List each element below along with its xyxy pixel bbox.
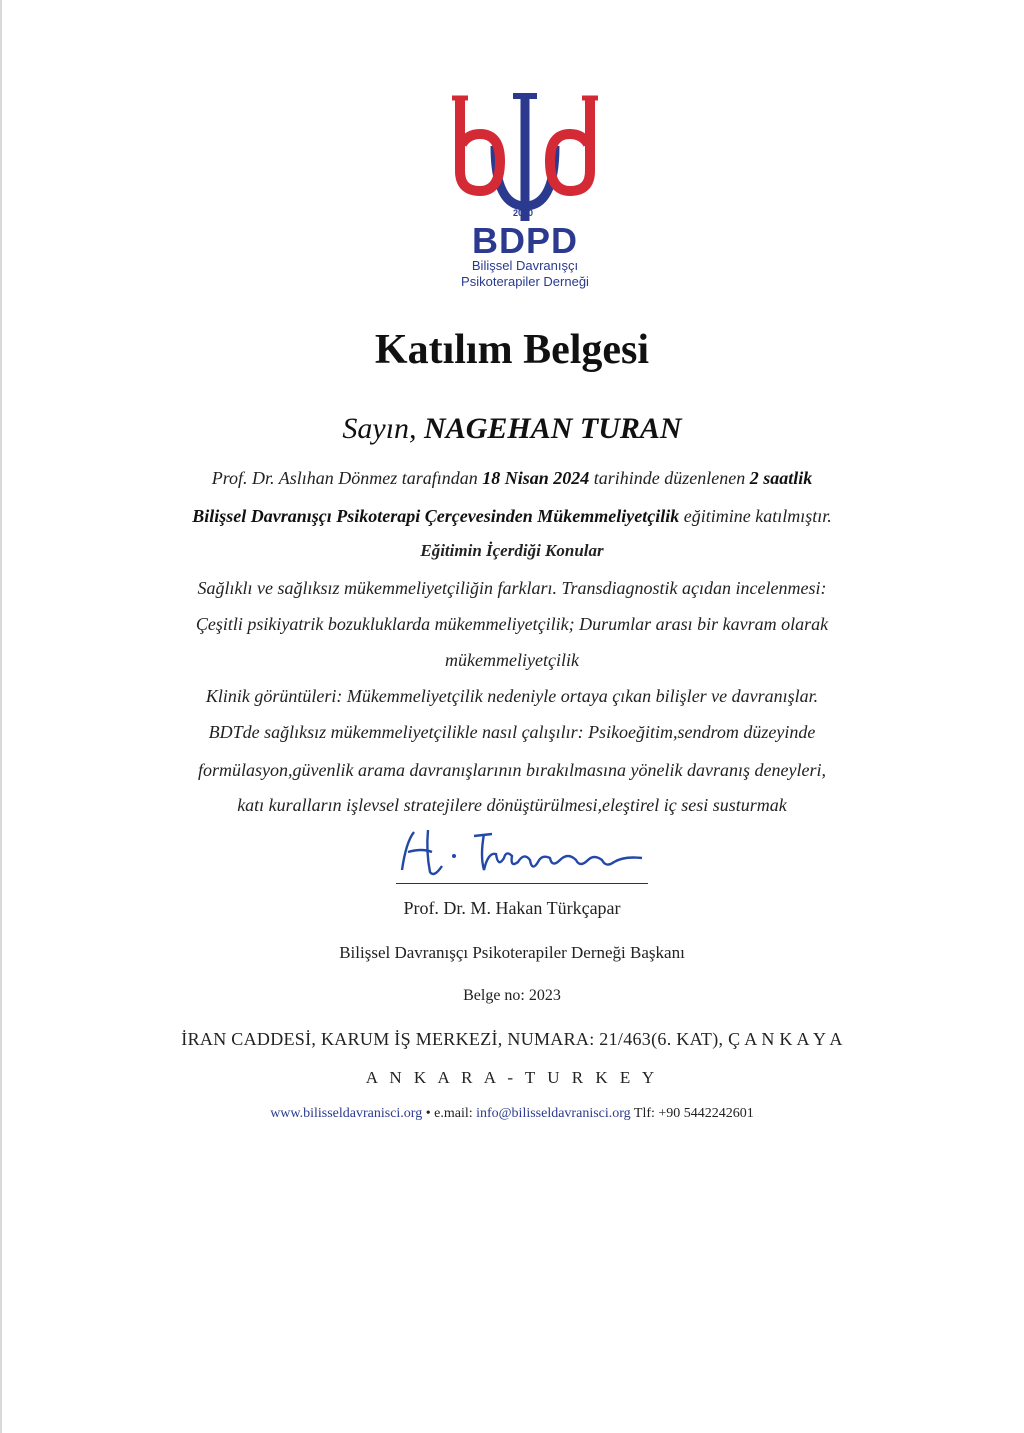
topic-line-1: Sağlıklı ve sağlıksız mükemmeliyetçiliğin farkları. Transdiagnostik açıdan incelenmesi:: [197, 578, 827, 598]
contact-line: [0, 1106, 1024, 1122]
logo-name-line-1: Bilişsel Davranışçı: [471, 258, 579, 273]
page-edge: [0, 0, 2, 1433]
participation-text: eğitimine katılmıştır.: [679, 506, 832, 526]
website-link[interactable]: www.bilisseldavranisci.org: [270, 1106, 423, 1121]
document-number: Belge no: 2023: [463, 987, 561, 1004]
email-link[interactable]: info@bilisseldavranisci.org: [476, 1106, 631, 1121]
training-date: 18 Nisan 2024: [482, 468, 590, 488]
recipient-name: NAGEHAN TURAN: [424, 412, 682, 445]
topic-line-7: katı kuralların işlevsel stratejilere dönüştürülmesi,eleştirel iç sesi susturmak: [237, 795, 787, 815]
logo-name-line-2: Psikoterapiler Derneği: [461, 274, 589, 289]
instructor-text: Prof. Dr. Aslıhan Dönmez tarafından: [211, 468, 483, 488]
body-line-2: [60, 506, 964, 527]
address: İRAN CADDESİ, KARUM İŞ MERKEZİ, NUMARA: 21/463(6. KAT), Ç A N K A Y A: [181, 1029, 843, 1049]
signature-icon: [392, 822, 652, 886]
course-title: Bilişsel Davranışçı Psikoterapi Çerçevesinden Mükemmeliyetçilik: [192, 506, 680, 526]
training-duration: 2 saatlik: [749, 468, 813, 488]
topic-line-4: Klinik görüntüleri: Mükemmeliyetçilik nedeniyle ortaya çıkan bilişler ve davranışlar.: [205, 686, 819, 706]
topic-line-3: mükemmeliyetçilik: [445, 650, 579, 670]
topic-line-2: Çeşitli psikiyatrik bozukluklarda mükemmeliyetçilik; Durumlar arası bir kavram olarak: [195, 614, 829, 634]
logo-abbreviation: BDPD: [471, 220, 578, 261]
certificate-title: Katılım Belgesi: [374, 327, 650, 373]
logo-year: 2010: [512, 208, 534, 218]
date-suffix-text: tarihinde düzenlenen: [589, 468, 750, 488]
topic-line-6: formülasyon,güvenlik arama davranışlarının bırakılmasına yönelik davranış deneyleri,: [198, 760, 826, 780]
email-label: • e.mail:: [422, 1106, 477, 1121]
signature-line: [396, 883, 648, 884]
city: A N K A R A - T U R K E Y: [365, 1068, 659, 1087]
body-line-1: [60, 468, 964, 489]
signatory-name: Prof. Dr. M. Hakan Türkçapar: [403, 898, 621, 918]
phone: Tlf: +90 5442242601: [630, 1106, 754, 1121]
recipient-line: [0, 412, 1024, 446]
signatory-role: Bilişsel Davranışçı Psikoterapiler Derneği Başkanı: [339, 943, 685, 962]
salutation: Sayın,: [342, 412, 417, 445]
topics-heading: Eğitimin İçerdiği Konular: [420, 541, 604, 560]
topic-line-5: BDTde sağlıksız mükemmeliyetçilikle nasıl çalışılır: Psikoeğitim,sendrom düzeyinde: [208, 722, 816, 742]
